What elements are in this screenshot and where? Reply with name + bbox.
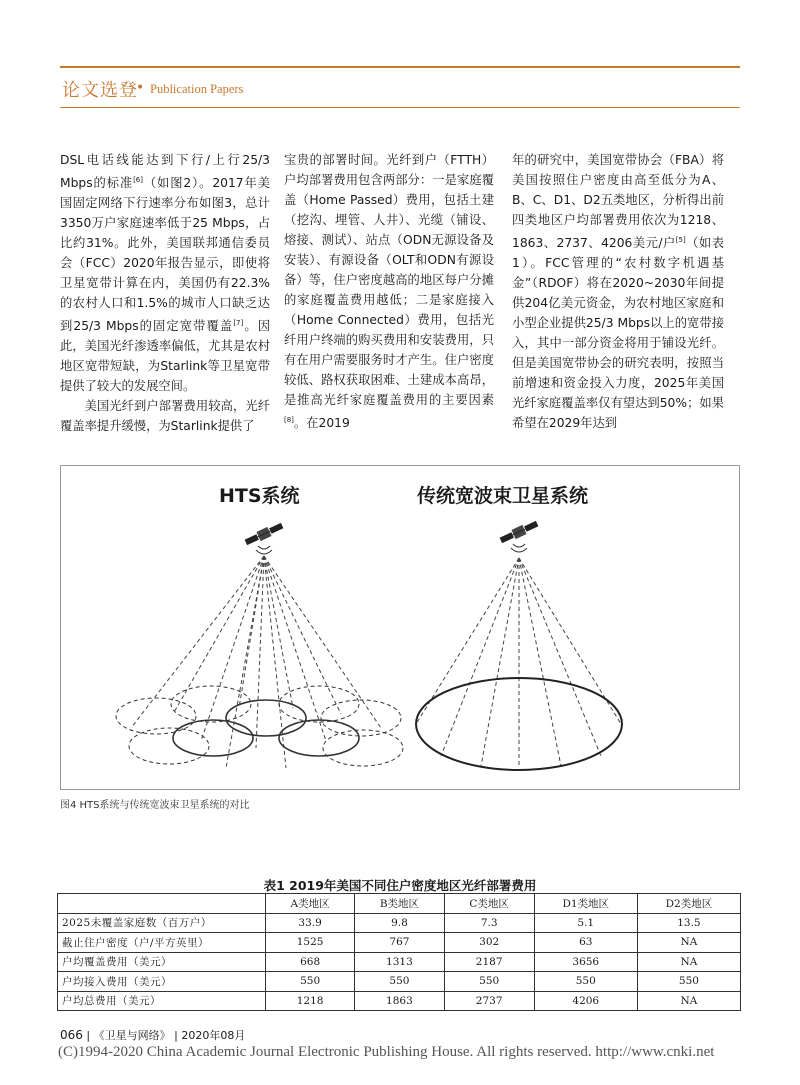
table-cell: 550 [355, 972, 444, 992]
row-label: 户均接入费用（美元） [58, 972, 266, 992]
satellite-icon [244, 521, 284, 547]
section-title-en: Publication Papers [150, 82, 244, 96]
row-label: 户均总费用（美元） [58, 991, 266, 1011]
table-cell: NA [637, 933, 740, 953]
table-cell: NA [637, 952, 740, 972]
table-row [58, 933, 741, 953]
table-header-cell: C类地区 [444, 894, 534, 914]
table-header-cell: D2类地区 [637, 894, 740, 914]
table-header-cell [58, 894, 266, 914]
table-row [58, 913, 741, 933]
table-cell: 33.9 [266, 913, 355, 933]
text-column-3 [512, 150, 724, 433]
cost-table [57, 893, 741, 1011]
table-cell: 13.5 [637, 913, 740, 933]
paragraph: 美国光纤到户部署费用较高，光纤覆盖率提升缓慢，为Starlink提供了 [60, 399, 270, 434]
section-separator: • [136, 80, 145, 96]
page-number: 066 [60, 1028, 83, 1042]
table-cell: 1863 [355, 991, 444, 1011]
figure-4 [60, 465, 740, 790]
table-cell: 2737 [444, 991, 534, 1011]
table-cell: 550 [534, 972, 637, 992]
row-label: 户均覆盖费用（美元） [58, 952, 266, 972]
table-cell: 302 [444, 933, 534, 953]
table-header-cell: A类地区 [266, 894, 355, 914]
table-cell: 767 [355, 933, 444, 953]
signal-icon [511, 544, 527, 552]
figure-caption: 图4 HTS系统与传统宽波束卫星系统的对比 [60, 800, 250, 811]
text-column-1 [60, 150, 270, 436]
text-column-2 [284, 150, 494, 433]
table-row [58, 972, 741, 992]
table-cell: 550 [637, 972, 740, 992]
paragraph: DSL电话线能达到下行/上行25/3 Mbps的标准[6]（如图2）。2017年美国固定网络下行速率分布如图3，总计3350万户家庭速率低于25 Mbps，占比约31%。此外，美国联邦通信委员会（FCC）2020年报告显示，即使将卫星宽带计算在内，美国仍有22.3%的农村人口和1.5%的城市人口缺乏达到25/3 Mbps的固定宽带覆盖[7]。因此，美国光纤渗透率偏低，尤其是农村地区宽带短缺，为Starlink等卫星宽带提供了较大的发展空间。 [60, 153, 270, 394]
paragraph: 年的研究中，美国宽带协会（FBA）将美国按照住户密度由高至低分为A、B、C、D1、D2五类地区，分析得出前四类地区户均部署费用依次为1218、1863、2737、4206美元/户[5]（如表1）。FCC管理的“农村数字机遇基金”（RDOF）将在2020~2030年间提供204亿美元资金，为农村地区家庭和小型企业提供25/3 Mbps以上的宽带接入，其中一部分资金将用于铺设光纤。但是美国宽带协会的研究表明，按照当前增速和资金投入力度，2025年美国光纤家庭覆盖率仅有望达到50%；如果希望在2029年达到 [512, 153, 724, 431]
table-cell: 3656 [534, 952, 637, 972]
row-label: 截止住户密度（户/平方英里） [58, 933, 266, 953]
table-header-cell: B类地区 [355, 894, 444, 914]
table-cell: 63 [534, 933, 637, 953]
table-header-cell: D1类地区 [534, 894, 637, 914]
journal-name: 《卫星与网络》 [93, 1029, 171, 1042]
table-title: 表1 2019年美国不同住户密度地区光纤部署费用 [263, 878, 537, 893]
table-cell: 2187 [444, 952, 534, 972]
hts-spot-beams [116, 686, 403, 766]
issue-date: 2020年08月 [181, 1029, 246, 1042]
satellite-icon [499, 519, 539, 545]
table-cell: 5.1 [534, 913, 637, 933]
wide-beam-title: 传统宽波束卫星系统 [417, 485, 589, 507]
beam-comparison-diagram [61, 466, 741, 791]
table-row [58, 952, 741, 972]
table-cell: 550 [444, 972, 534, 992]
table-cell: 1313 [355, 952, 444, 972]
table-cell: 7.3 [444, 913, 534, 933]
section-title-cn: 论文选登 [62, 80, 138, 101]
table-cell: 550 [266, 972, 355, 992]
header-rule-top [60, 66, 740, 68]
wide-beam-lines [416, 558, 621, 768]
table-row [58, 991, 741, 1011]
table-cell: 9.8 [355, 913, 444, 933]
table-cell: NA [637, 991, 740, 1011]
table-cell: 668 [266, 952, 355, 972]
table-cell: 1218 [266, 991, 355, 1011]
footer-separator: | [174, 1029, 178, 1042]
page-footer [60, 1027, 245, 1043]
hts-title: HTS系统 [219, 485, 300, 507]
table-header-row [58, 894, 741, 914]
paragraph: 宝贵的部署时间。光纤到户（FTTH）户均部署费用包含两部分：一是家庭覆盖（Home Passed）费用，包括土建（挖沟、埋管、人井）、光缆（铺设、熔接、测试）、站点（ODN无源设备及安装）、有源设备（OLT和ODN有源设备）等，住户密度越高的地区每户分摊的家庭覆盖费用越低；二是家庭接入（Home Connected）费用，包括光纤用户终端的购买费用和安装费用，只有在用户需要服务时才产生。住户密度较低、路权获取困难、土建成本高昂，是推高光纤家庭覆盖费用的主要因素[8]。在2019 [284, 153, 494, 431]
table-cell: 1525 [266, 933, 355, 953]
copyright-watermark: (C)1994-2020 China Academic Journal Electronic Publishing House. All rights reserved. http://www.cnki.net [58, 1044, 715, 1060]
signal-icon [256, 546, 272, 554]
row-label: 2025未覆盖家庭数（百万户） [58, 913, 266, 933]
table-cell: 4206 [534, 991, 637, 1011]
footer-separator: | [86, 1029, 91, 1042]
header-rule-bottom [60, 107, 740, 108]
